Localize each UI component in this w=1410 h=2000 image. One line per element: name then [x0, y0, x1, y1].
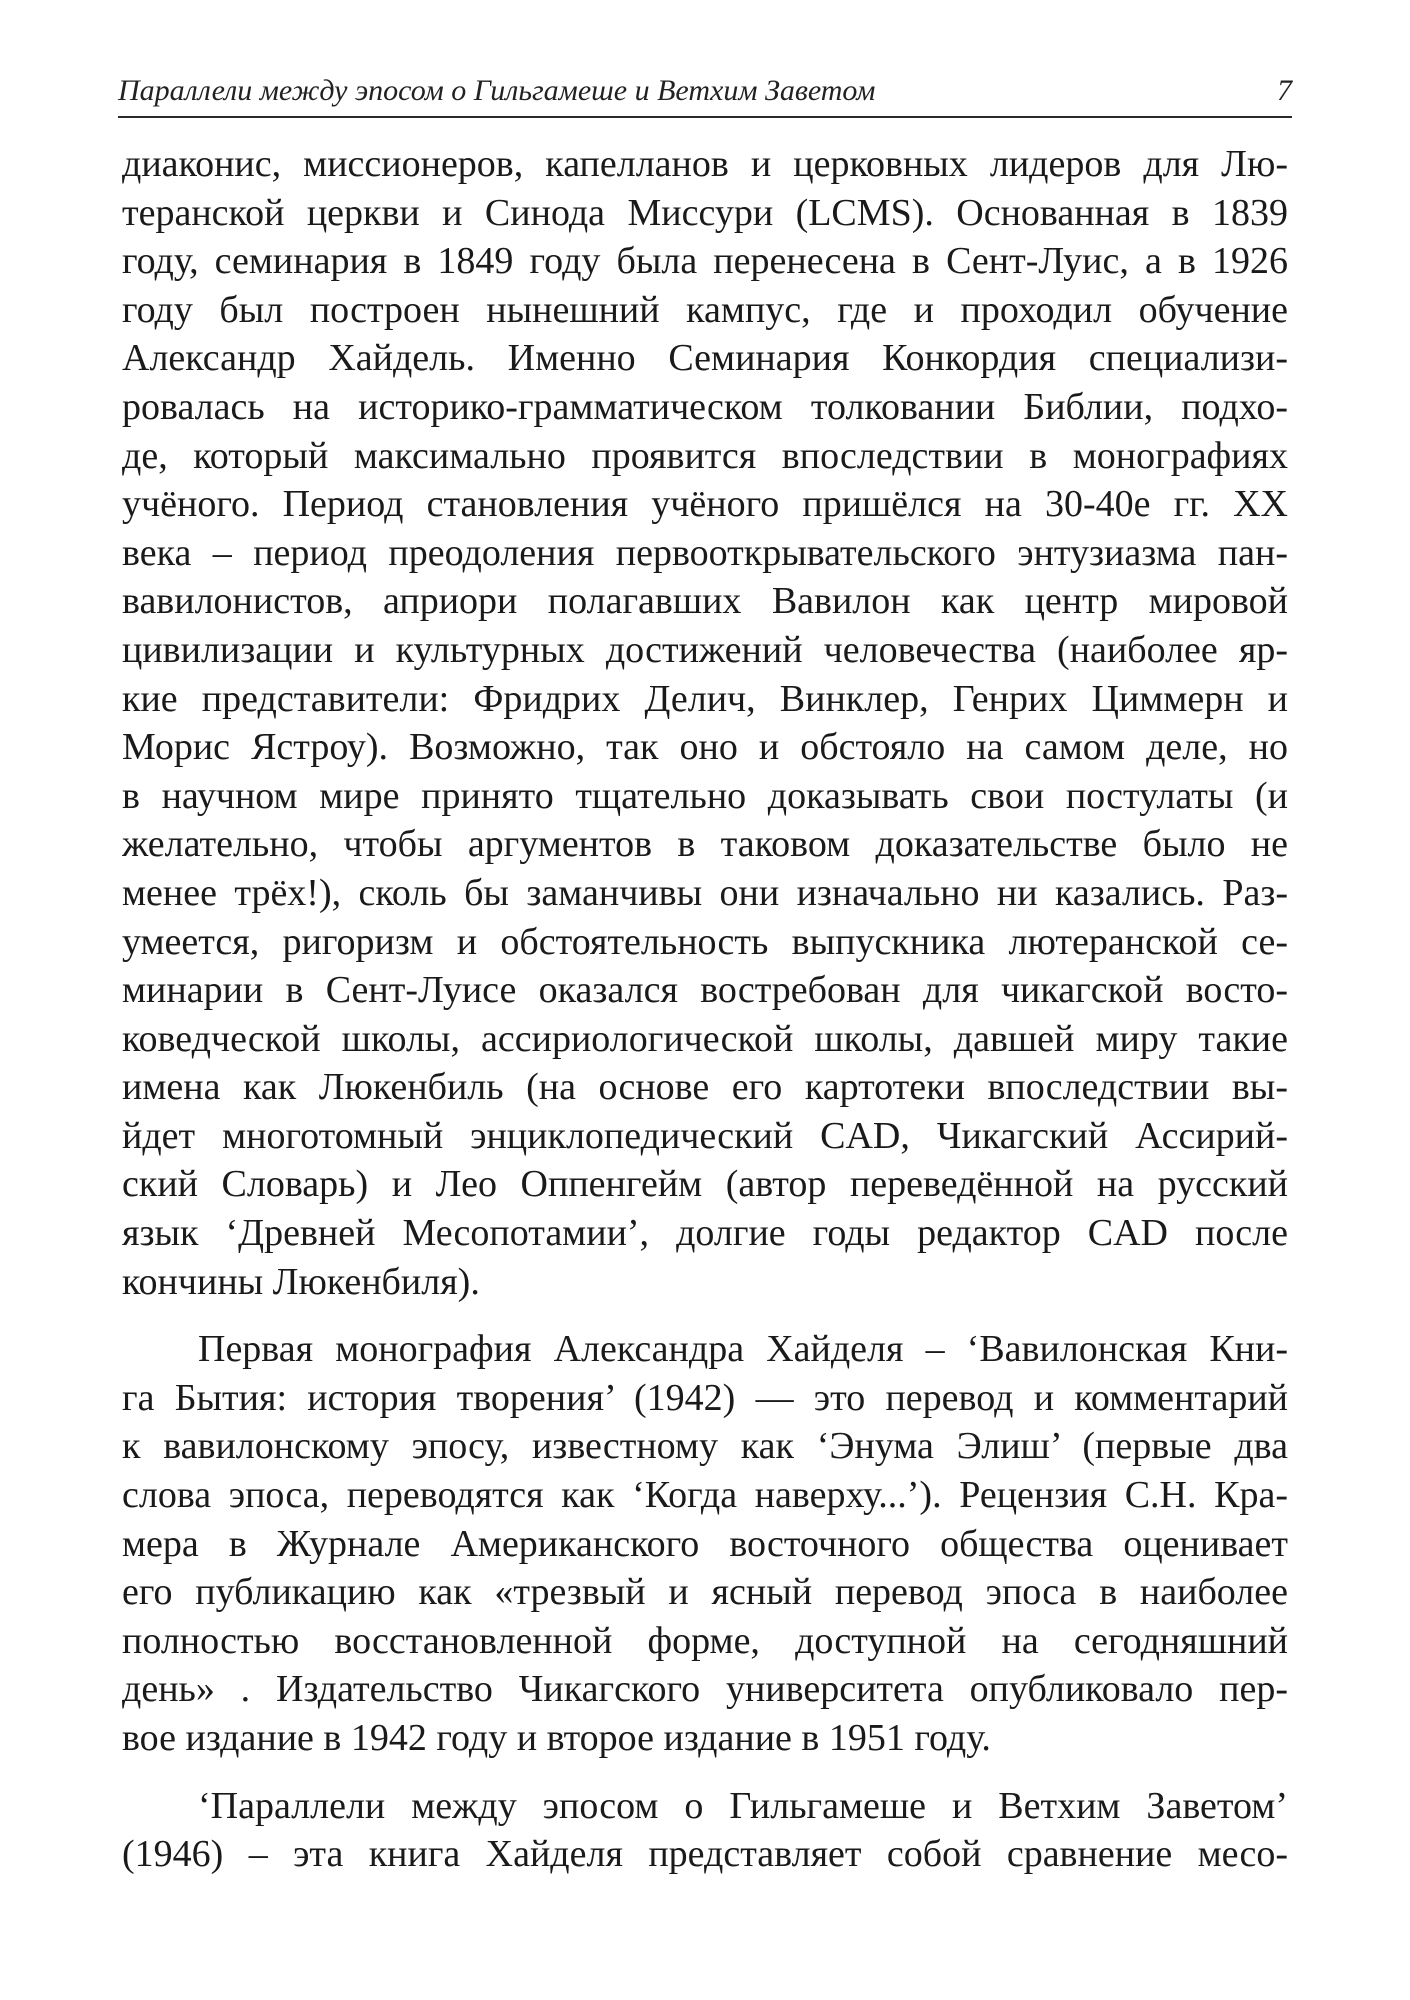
text-line: году был построен нынешний кампус, где и проходил обучение	[122, 288, 1288, 331]
text-line: в научном мире принято тщательно доказывать свои постулаты (и	[122, 774, 1288, 817]
text-line: де, который максимально проявится впоследствии в монографиях	[122, 434, 1288, 477]
text-line: века – период преодоления первооткрывательского энтузиазма пан-	[122, 531, 1288, 574]
paragraph-gap	[122, 1763, 1288, 1782]
text-line: цивилизации и культурных достижений человечества (наиболее яр-	[122, 628, 1288, 671]
text-line: мера в Журнале Американского восточного общества оценивает	[122, 1522, 1288, 1565]
text-line: Морис Ястроу). Возможно, так оно и обстояло на самом деле, но	[122, 726, 1288, 769]
text-line: Александр Хайдель. Именно Семинария Конкордия специализи-	[122, 337, 1288, 380]
text-line: минарии в Сент-Луисе оказался востребован для чикагской восто-	[122, 969, 1288, 1012]
text-line: ровалась на историко-грамматическом толковании Библии, подхо-	[122, 385, 1288, 428]
text-line: к вавилонскому эпосу, известному как ‘Энума Элиш’ (первые два	[122, 1425, 1288, 1468]
text-line: вавилонистов, априори полагавших Вавилон как центр мировой	[122, 580, 1288, 623]
text-line: диаконис, миссионеров, капелланов и церковных лидеров для Лю-	[122, 143, 1288, 185]
running-title: Параллели между эпосом о Гильгамеше и Ветхим Заветом	[118, 74, 876, 107]
text-line: йдет многотомный энциклопедический CAD, Чикагский Ассирий-	[122, 1114, 1288, 1157]
paragraph-2	[122, 1325, 1288, 1762]
text-line: умеется, ригоризм и обстоятельность выпускника лютеранской се-	[122, 920, 1288, 963]
text-line: кие представители: Фридрих Делич, Винклер, Генрих Циммерн и	[122, 677, 1288, 720]
text-line: его публикацию как «трезвый и ясный перевод эпоса в наиболее	[122, 1571, 1288, 1614]
text-line: году, семинария в 1849 году была перенесена в Сент-Луис, а в 1926	[122, 240, 1288, 283]
text-line: (1946) – эта книга Хайделя представляет собой сравнение месо-	[122, 1833, 1288, 1876]
text-line: менее трёх!), сколь бы заманчивы они изначально ни казались. Раз-	[122, 871, 1288, 914]
text-line: ский Словарь) и Лео Оппенгейм (автор переведённой на русский	[122, 1163, 1288, 1206]
text-line: ‘Параллели между эпосом о Гильгамеше и Ветхим Заветом’	[198, 1784, 1288, 1827]
text-line: га Бытия: история творения’ (1942) — это перевод и комментарий	[122, 1376, 1288, 1419]
text-line: имена как Люкенбиль (на основе его картотеки впоследствии вы-	[122, 1066, 1288, 1109]
running-header	[118, 66, 1292, 118]
text-line: день» . Издательство Чикагского университета опубликовало пер-	[122, 1668, 1288, 1711]
body-text	[122, 140, 1288, 1879]
text-line: язык ‘Древней Месопотамии’, долгие годы редактор CAD после	[122, 1212, 1288, 1255]
text-line: слова эпоса, переводятся как ‘Когда наверху...’). Рецензия С.Н. Кра-	[122, 1474, 1288, 1517]
page-number: 7	[1277, 74, 1292, 107]
paragraph-gap	[122, 1306, 1288, 1325]
text-line: полностью восстановленной форме, доступной на сегодняшний	[122, 1619, 1288, 1662]
paragraph-1	[122, 140, 1288, 1306]
text-line: желательно, чтобы аргументов в таковом доказательстве было не	[122, 823, 1288, 866]
text-line: учёного. Период становления учёного пришёлся на 30-40е гг. XX	[122, 483, 1288, 526]
text-line: вое издание в 1942 году и второе издание в 1951 году.	[122, 1717, 991, 1759]
text-line: кончины Люкенбиля).	[122, 1260, 480, 1303]
text-line: теранской церкви и Синода Миссури (LCMS). Основанная в 1839	[122, 191, 1288, 234]
text-line: Первая монография Александра Хайделя – ‘Вавилонская Кни-	[198, 1328, 1288, 1371]
paragraph-3	[122, 1782, 1288, 1879]
text-line: коведческой школы, ассириологической школы, давшей миру такие	[122, 1017, 1288, 1060]
